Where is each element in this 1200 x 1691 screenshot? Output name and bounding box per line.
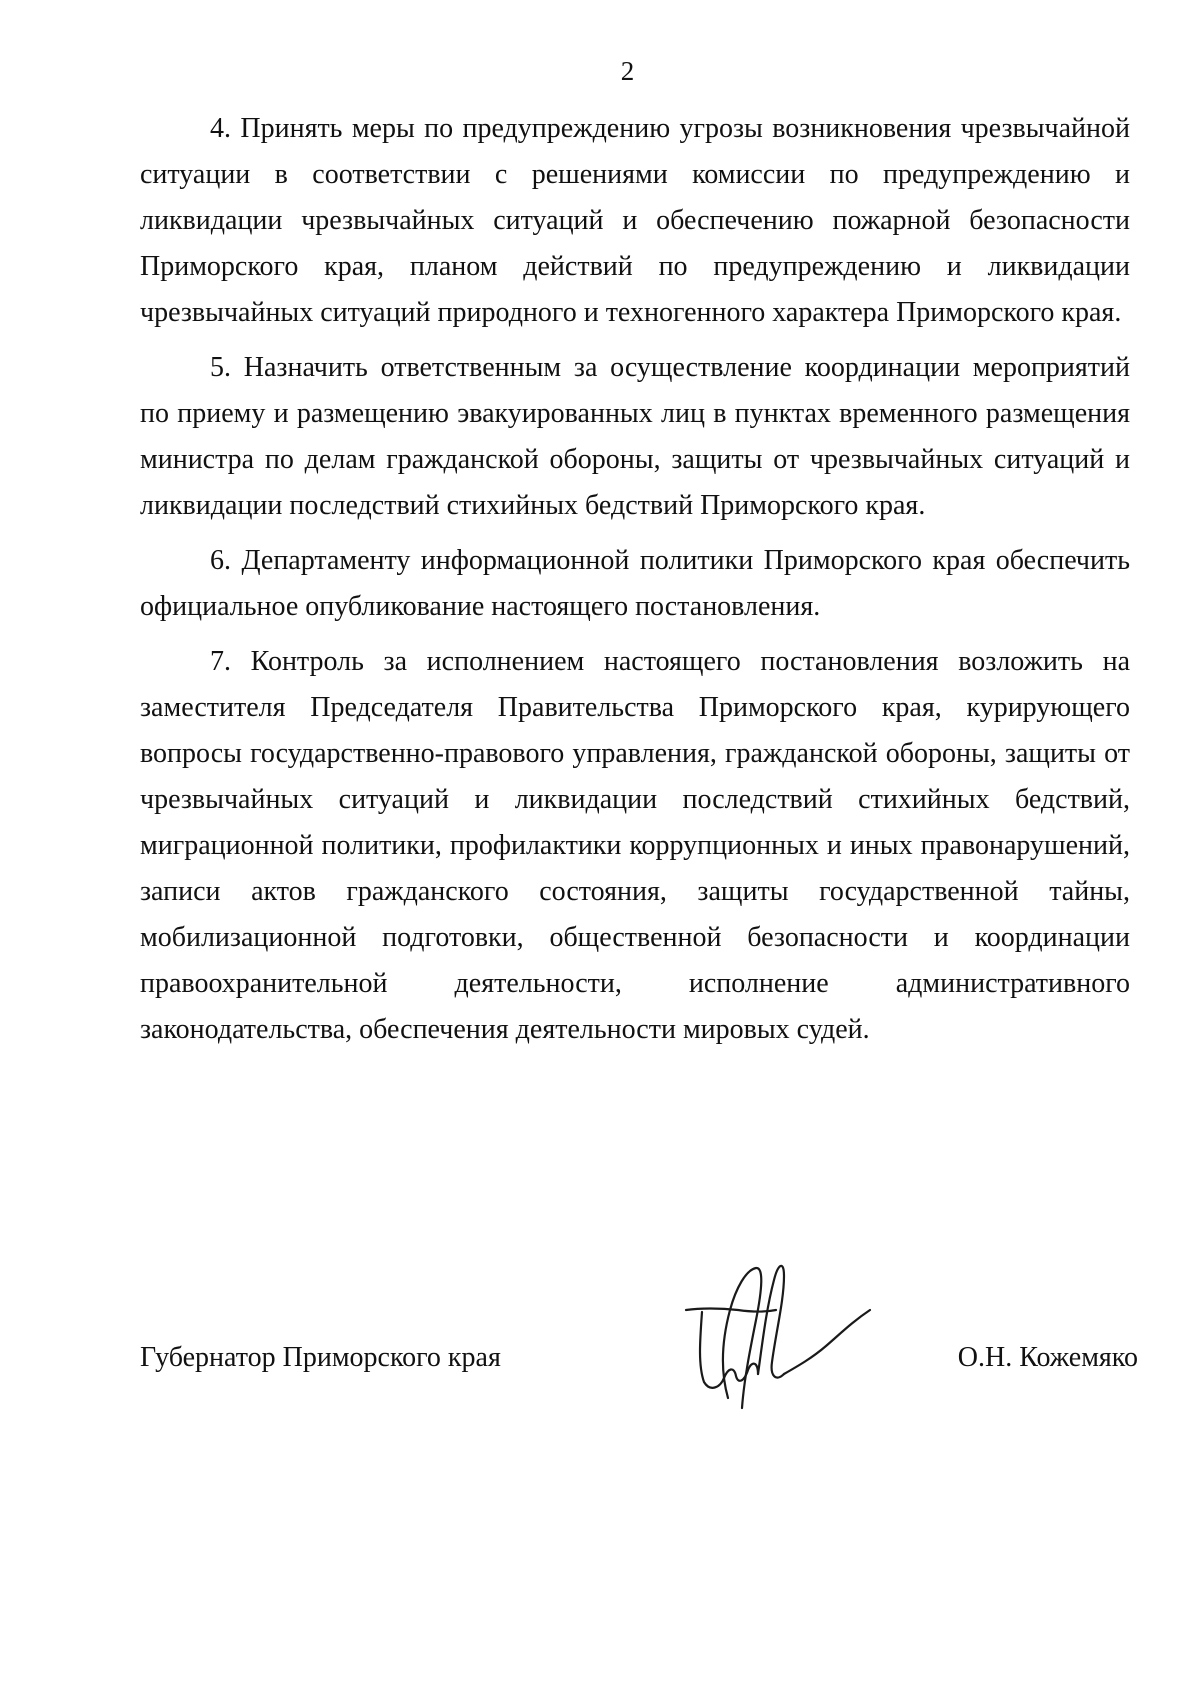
handwritten-signature <box>680 1250 880 1415</box>
paragraph-item-7: 7. Контроль за исполнением настоящего постановления возложить на заместителя Председателя Правительства Приморского края, курирующего вопросы государственно-правового управления, гражданской обороны, защиты от чрезвычайных ситуаций и ликвидации последствий стихийных бедствий, миграционной политики, профилактики коррупционных и иных правонарушений, записи актов гражданского состояния, защиты государственной тайны, мобилизационной подготовки, общественной безопасности и координации правоохранительной деятельности, исполнение административного законодательства, обеспечения деятельности мировых судей. <box>140 646 1130 1045</box>
page-number: 2 <box>620 56 635 86</box>
signer-title: Губернатор Приморского края <box>140 1342 501 1373</box>
signer-name: О.Н. Кожемяко <box>957 1342 1138 1373</box>
signature-block <box>140 1335 1138 1385</box>
document-body <box>140 106 1130 1053</box>
paragraph-item-5: 5. Назначить ответственным за осуществление координации мероприятий по приему и размещению эвакуированных лиц в пунктах временного размещения министра по делам гражданской обороны, защиты от чрезвычайных ситуаций и ликвидации последствий стихийных бедствий Приморского края. <box>140 352 1130 521</box>
paragraph-item-4: 4. Принять меры по предупреждению угрозы возникновения чрезвычайной ситуации в соответствии с решениями комиссии по предупреждению и ликвидации чрезвычайных ситуаций и обеспечению пожарной безопасности Приморского края, планом действий по предупреждению и ликвидации чрезвычайных ситуаций природного и техногенного характера Приморского края. <box>140 113 1130 328</box>
paragraph-item-6: 6. Департаменту информационной политики Приморского края обеспечить официальное опубликование настоящего постановления. <box>140 545 1130 622</box>
